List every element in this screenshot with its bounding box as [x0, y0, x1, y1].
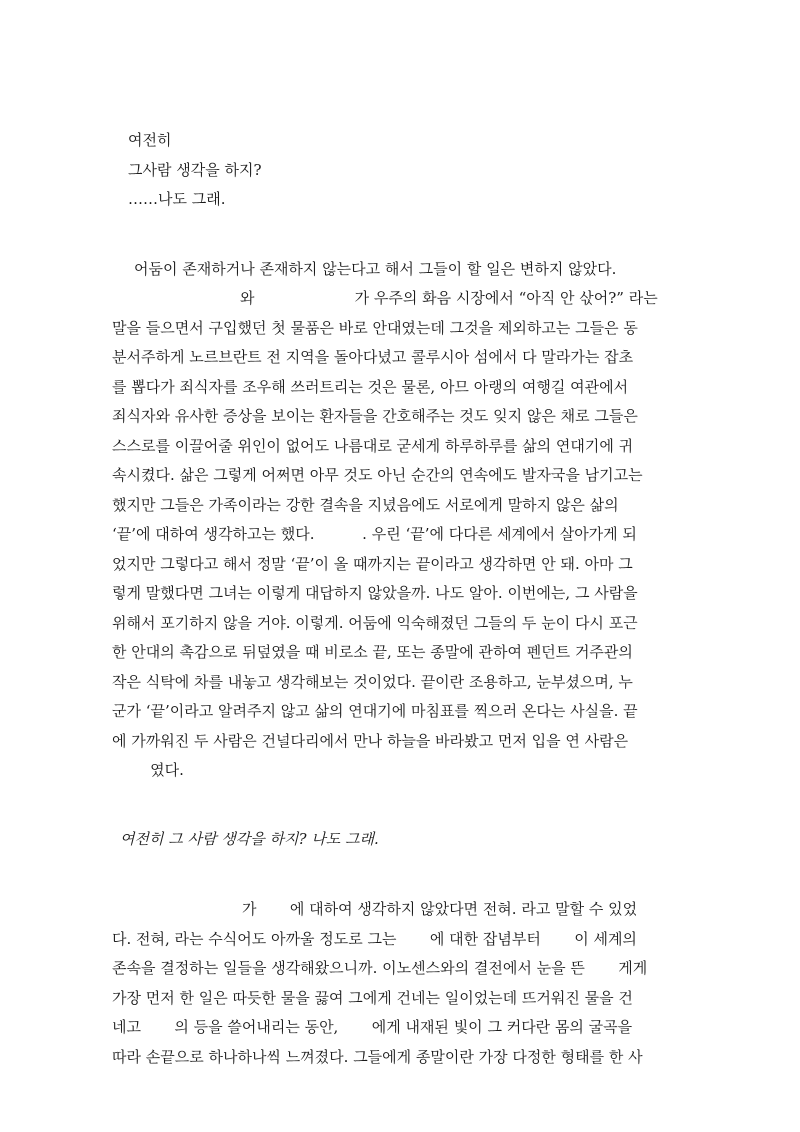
paragraph-line: 죄식자와 유사한 증상을 보이는 환자들을 간호해주는 것도 잊지 않은 채로 그들은 — [112, 407, 638, 425]
paragraph-line: 가 에 대하여 생각하지 않았다면 전혀. 라고 말할 수 있었 — [242, 900, 638, 918]
paragraph-line: 작은 식탁에 차를 내놓고 생각해보는 것이었다. 끝이란 조용하고, 눈부셨으며, 누 — [112, 672, 633, 691]
paragraph-line: 했지만 그들은 가족이라는 강한 결속을 지녔음에도 서로에게 말하지 않은 삶의 — [112, 495, 619, 514]
paragraph-line: 어둠이 존재하거나 존재하지 않는다고 해서 그들이 할 일은 변하지 않았다. — [134, 259, 617, 278]
paragraph-line: 가장 먼저 한 일은 따듯한 물을 끓여 그에게 건네는 일이었는데 뜨거워진 물을 건 — [112, 988, 633, 1007]
paragraph-line: 위해서 포기하지 않을 거야. 이렇게. 어둠에 익숙해졌던 그들의 두 눈이 다시 포근 — [112, 613, 638, 632]
paragraph-line: 속시켰다. 삶은 그렇게 어쩌면 아무 것도 아닌 순간의 연속에도 발자국을 남기고는 — [112, 466, 643, 484]
paragraph-line: 에 가까워진 두 사람은 건널다리에서 만나 하늘을 바라봤고 먼저 입을 연 사람은 — [112, 731, 629, 750]
body-paragraph-2 — [112, 895, 700, 1072]
paragraph-line: 분서주하게 노르브란트 전 지역을 돌아다녔고 콜루시아 섬에서 다 말라가는 잡초 — [112, 348, 634, 366]
poem-line: 여전히 — [128, 131, 172, 149]
paragraph-line: 군가 ‘끝’이라고 알려주지 않고 삶의 연대기에 마침표를 찍으러 온다는 사실을. 끝 — [112, 702, 638, 720]
paragraph-line: 말을 들으면서 구입했던 첫 물품은 바로 안대였는데 그것을 제외하고는 그들은 동 — [112, 318, 638, 337]
paragraph-line: 렇게 말했다면 그녀는 이렇게 대답하지 않았을까. 나도 알아. 이번에는, 그 사람을 — [112, 584, 638, 602]
paragraph-line: 다. 전혀, 라는 수식어도 아까울 정도로 그는 에 대한 잡념부터 이 세계의 — [112, 929, 637, 948]
poem-line: 그사람 생각을 하지? — [128, 160, 262, 179]
paragraph-line: 따라 손끝으로 하나하나씩 느껴졌다. 그들에게 종말이란 가장 다정한 형태를 한 사 — [112, 1047, 643, 1066]
body-paragraph-1 — [112, 255, 700, 786]
paragraph-line: 와 가 우주의 화음 시장에서 “아직 안 삯어?” 라는 — [240, 289, 658, 307]
paragraph-line: 었지만 그렇다고 해서 정말 ‘끝’이 올 때까지는 끝이라고 생각하면 안 돼. 아마 그 — [112, 554, 633, 573]
paragraph-line: 를 뽑다가 죄식자를 조우해 쓰러트리는 것은 물론, 아므 아랭의 여행길 여관에서 — [112, 377, 629, 396]
paragraph-line: 였다. — [112, 761, 184, 779]
poem-line: ……나도 그래. — [128, 190, 226, 208]
paragraph-line: 한 안대의 촉감으로 뒤덮였을 때 비로소 끝, 또는 종말에 관하여 펜던트 거주관의 — [112, 643, 633, 661]
paragraph-line: 존속을 결정하는 일들을 생각해왔으니까. 이노센스와의 결전에서 눈을 뜬 게게 — [112, 959, 648, 977]
paragraph-line: 스스로를 이끌어줄 위인이 없어도 나름대로 굳세게 하루하루를 삶의 연대기에 귀 — [112, 436, 634, 455]
paragraph-line: ‘끝’에 대하여 생각하고는 했다. . 우린 ‘끝’에 다다른 세계에서 살아가게 되 — [112, 525, 637, 543]
paragraph-line: 네고 의 등을 쓸어내리는 동안, 에게 내재된 빛이 그 커다란 몸의 굴곡을 — [112, 1018, 633, 1036]
opening-poem — [128, 126, 700, 215]
italic-refrain: 여전히 그 사람 생각을 하지? 나도 그래. — [120, 829, 379, 848]
